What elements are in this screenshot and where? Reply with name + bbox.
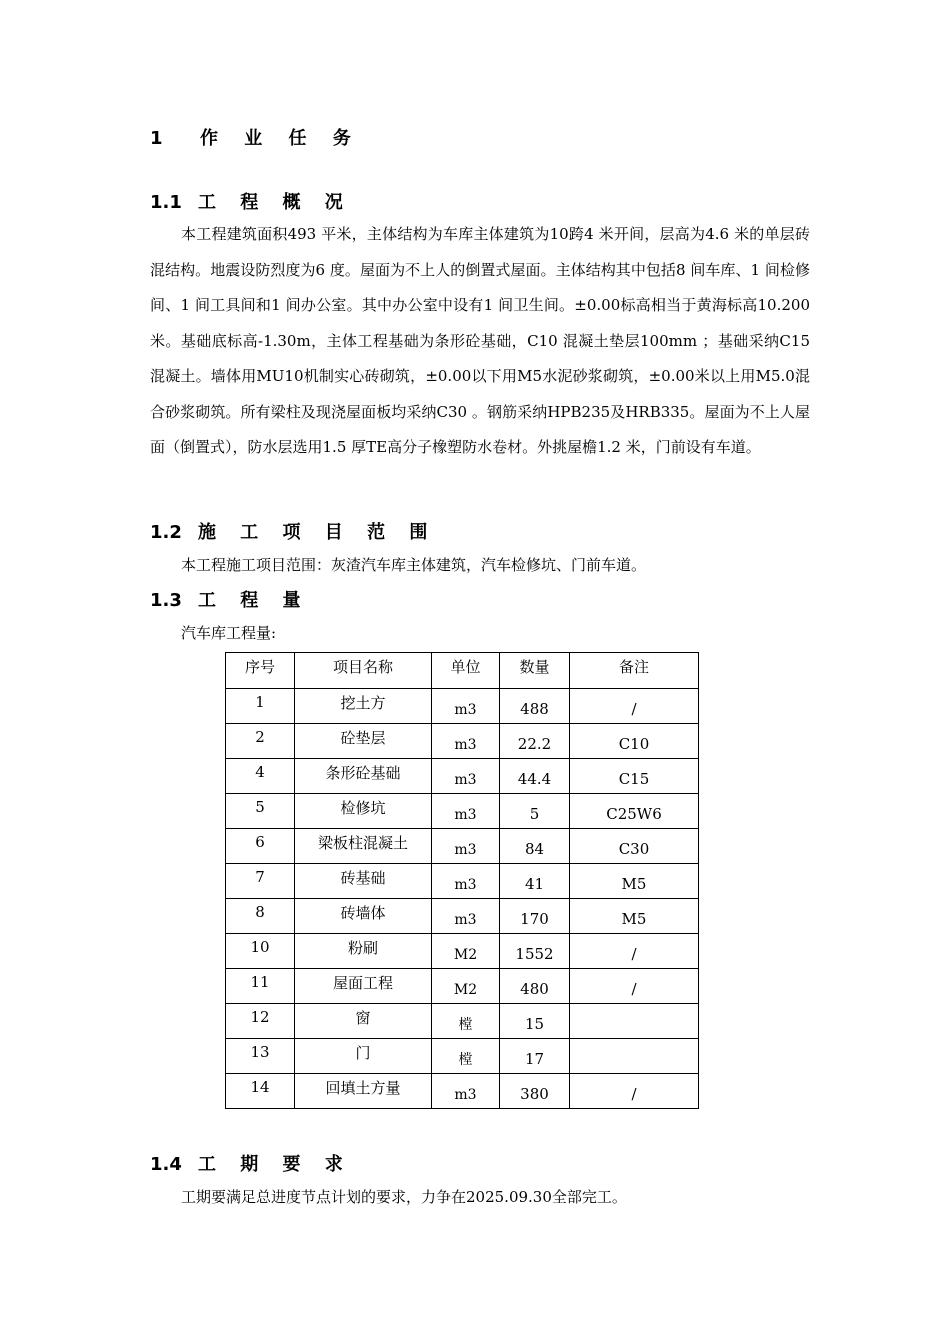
cell-remark: C30 <box>570 829 699 864</box>
cell-remark: / <box>570 689 699 724</box>
cell-unit: m3 <box>432 794 500 829</box>
cell-quantity: 170 <box>500 899 570 934</box>
table-row <box>226 969 699 1004</box>
cell-item-name: 门 <box>295 1039 432 1074</box>
cell-quantity: 1552 <box>500 934 570 969</box>
cell-serial: 10 <box>226 934 295 969</box>
cell-remark: M5 <box>570 864 699 899</box>
cell-quantity: 488 <box>500 689 570 724</box>
cell-item-name: 条形砼基础 <box>295 759 432 794</box>
cell-serial: 7 <box>226 864 295 899</box>
cell-item-name: 砼垫层 <box>295 724 432 759</box>
cell-quantity: 380 <box>500 1074 570 1109</box>
cell-quantity: 44.4 <box>500 759 570 794</box>
cell-unit: m3 <box>432 689 500 724</box>
scope-paragraph: 本工程施工项目范围：灰渣汽车库主体建筑，汽车检修坑、门前车道。 <box>181 556 647 574</box>
cell-unit: m3 <box>432 864 500 899</box>
cell-serial: 2 <box>226 724 295 759</box>
cell-unit: m3 <box>432 759 500 794</box>
table-row <box>226 1004 699 1039</box>
cell-serial: 6 <box>226 829 295 864</box>
cell-quantity: 22.2 <box>500 724 570 759</box>
cell-remark: C10 <box>570 724 699 759</box>
section-heading-1-3 <box>150 586 310 612</box>
cell-quantity: 480 <box>500 969 570 1004</box>
table-row <box>226 899 699 934</box>
cell-item-name: 检修坑 <box>295 794 432 829</box>
overview-text: 本工程建筑面积493 平米，主体结构为车库主体建筑为10跨4 米开间，层高为4.6 米的单层砖混结构。地震设防烈度为6 度。屋面为不上人的倒置式屋面。主体结构其中包括8 间车库、1 间检修间、1 间工具间和1 间办公室。其中办公室中设有1 间卫生间。±0.00标高相当于黄海标高10.200米。基础底标高-1.30m，主体工程基础为条形砼基础，C10 混凝土垫层100mm ；基础采纳C15 混凝土。墙体用MU10机制实心砖砌筑，±0.00以下用M5水泥砂浆砌筑，±0.00米以上用M5.0混合砂浆砌筑。所有梁柱及现浇屋面板均采纳C30 。钢筋采纳HPB235及HRB335。屋面为不上人屋面（倒置式），防水层选用1.5 厚TE高分子橡塑防水卷材。外挑屋檐1.2 米，门前设有车道。 <box>150 225 810 456</box>
table-row <box>226 864 699 899</box>
section-title: 作 业 任 务 <box>200 128 361 149</box>
schedule-paragraph: 工期要满足总进度节点计划的要求，力争在2025.09.30全部完工。 <box>181 1188 627 1206</box>
cell-unit: 樘 <box>432 1039 500 1074</box>
section-number: 1.2 <box>150 522 182 543</box>
cell-remark: / <box>570 969 699 1004</box>
header-cell: 项目名称 <box>295 653 432 689</box>
cell-serial: 1 <box>226 689 295 724</box>
cell-remark: M5 <box>570 899 699 934</box>
cell-serial: 8 <box>226 899 295 934</box>
section-title: 工 期 要 求 <box>198 1154 352 1175</box>
cell-unit: m3 <box>432 1074 500 1109</box>
table-row <box>226 689 699 724</box>
cell-item-name: 砖基础 <box>295 864 432 899</box>
section-number: 1.1 <box>150 192 182 213</box>
section-title: 施 工 项 目 范 围 <box>198 522 437 543</box>
cell-unit: m3 <box>432 724 500 759</box>
section-heading-1-1 <box>150 188 352 214</box>
quantity-table <box>225 652 699 1109</box>
section-title: 工 程 量 <box>198 590 310 611</box>
cell-remark <box>570 1004 699 1039</box>
cell-serial: 11 <box>226 969 295 1004</box>
table-row <box>226 759 699 794</box>
table-row <box>226 724 699 759</box>
cell-item-name: 回填土方量 <box>295 1074 432 1109</box>
table-caption: 汽车库工程量: <box>181 624 277 642</box>
table-row <box>226 829 699 864</box>
cell-remark: C15 <box>570 759 699 794</box>
cell-unit: m3 <box>432 829 500 864</box>
cell-serial: 5 <box>226 794 295 829</box>
header-cell: 数量 <box>500 653 570 689</box>
cell-unit: 樘 <box>432 1004 500 1039</box>
header-cell: 单位 <box>432 653 500 689</box>
header-cell: 序号 <box>226 653 295 689</box>
cell-quantity: 5 <box>500 794 570 829</box>
cell-remark: C25W6 <box>570 794 699 829</box>
cell-unit: M2 <box>432 934 500 969</box>
cell-item-name: 砖墙体 <box>295 899 432 934</box>
header-cell: 备注 <box>570 653 699 689</box>
section-number: 1.3 <box>150 590 182 611</box>
cell-serial: 14 <box>226 1074 295 1109</box>
cell-quantity: 41 <box>500 864 570 899</box>
section-heading-1-4 <box>150 1150 352 1176</box>
table-row <box>226 794 699 829</box>
cell-unit: M2 <box>432 969 500 1004</box>
section-number: 1 <box>150 128 164 149</box>
table-header-row <box>226 653 699 689</box>
cell-serial: 4 <box>226 759 295 794</box>
cell-item-name: 粉刷 <box>295 934 432 969</box>
cell-item-name: 屋面工程 <box>295 969 432 1004</box>
cell-remark: / <box>570 934 699 969</box>
table-row <box>226 1074 699 1109</box>
section-title: 工 程 概 况 <box>198 192 352 213</box>
table-row <box>226 1039 699 1074</box>
section-heading-1 <box>150 124 361 150</box>
cell-item-name: 窗 <box>295 1004 432 1039</box>
overview-paragraph <box>150 217 810 466</box>
section-heading-1-2 <box>150 518 436 544</box>
cell-serial: 12 <box>226 1004 295 1039</box>
cell-quantity: 84 <box>500 829 570 864</box>
cell-quantity: 15 <box>500 1004 570 1039</box>
cell-remark: / <box>570 1074 699 1109</box>
cell-remark <box>570 1039 699 1074</box>
table-row <box>226 934 699 969</box>
cell-item-name: 梁板柱混凝土 <box>295 829 432 864</box>
cell-unit: m3 <box>432 899 500 934</box>
cell-serial: 13 <box>226 1039 295 1074</box>
cell-quantity: 17 <box>500 1039 570 1074</box>
section-number: 1.4 <box>150 1154 182 1175</box>
cell-item-name: 挖土方 <box>295 689 432 724</box>
